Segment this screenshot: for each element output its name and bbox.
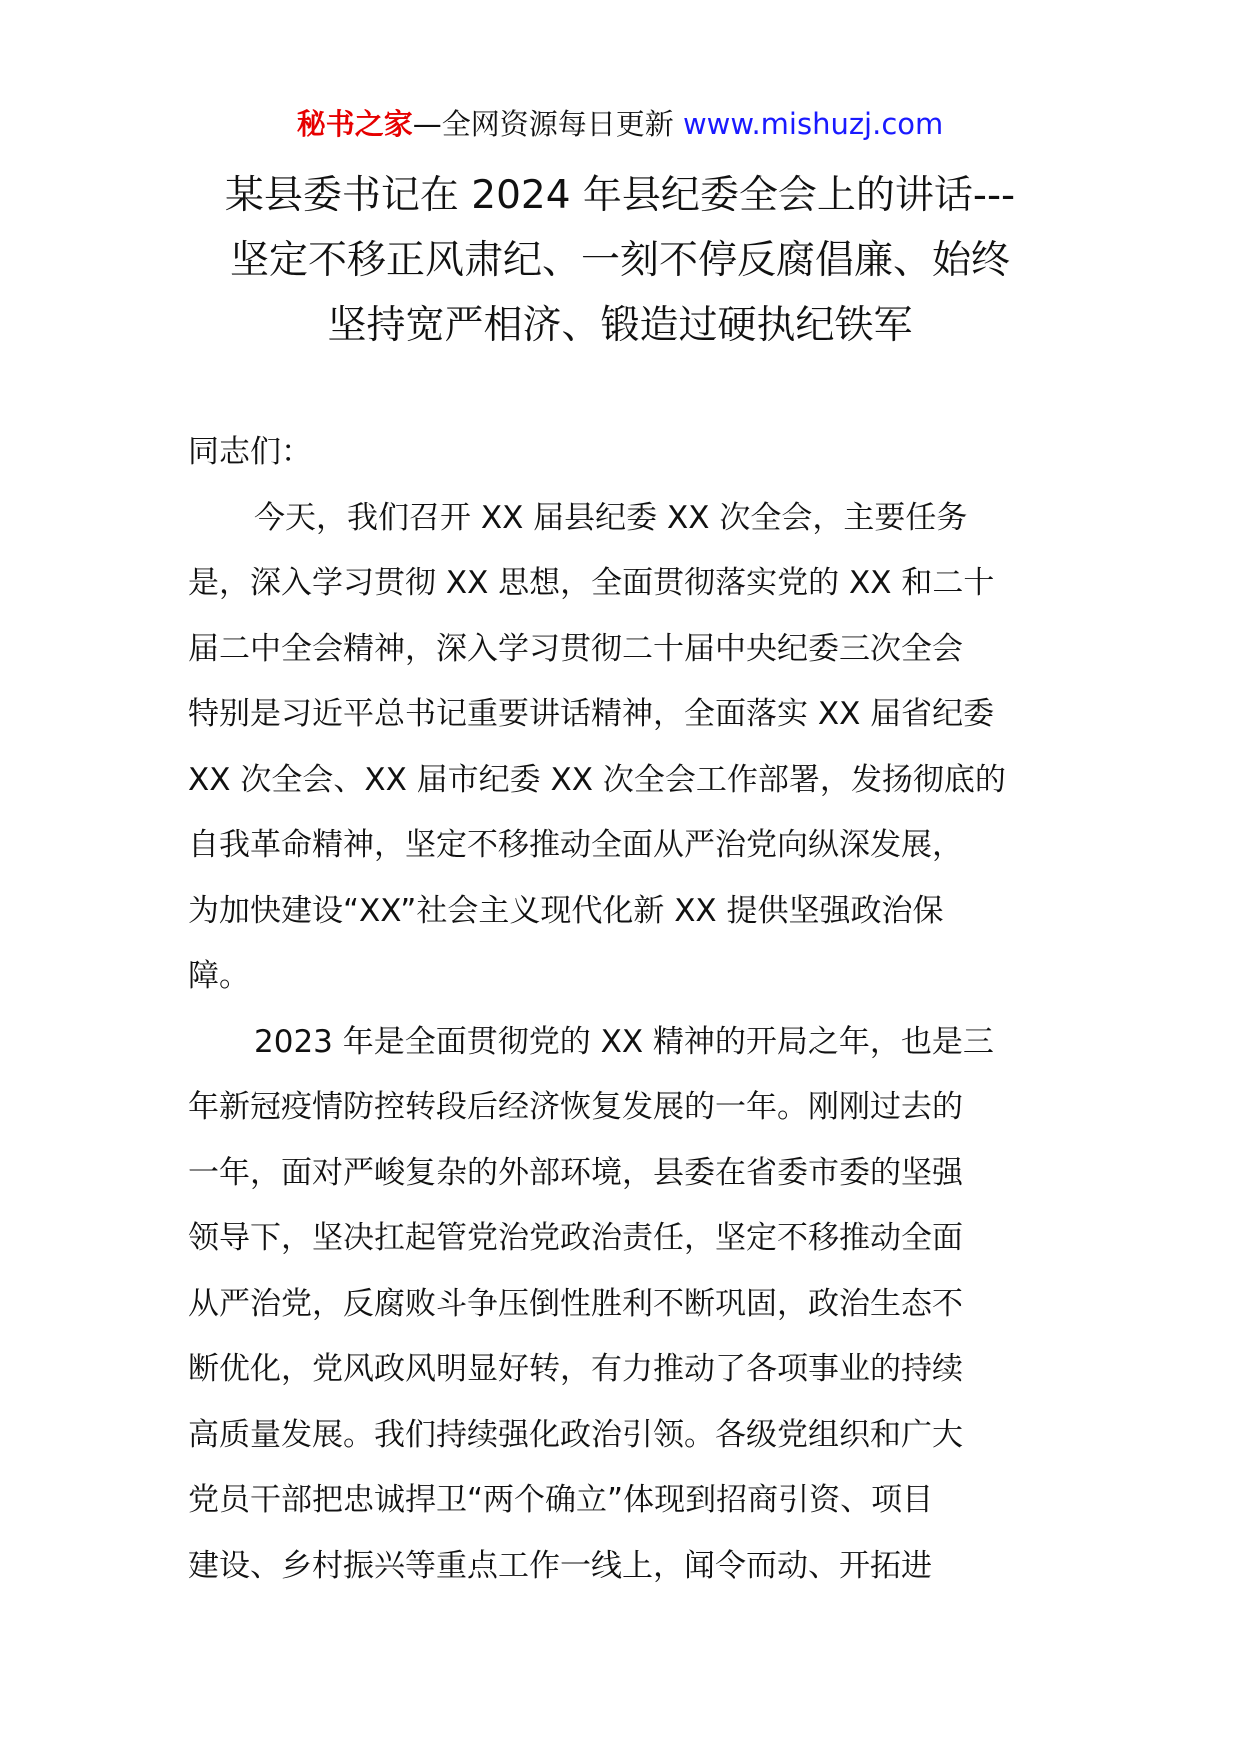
brand-name: 秘书之家 — [296, 107, 413, 141]
title-line: 坚定不移正风肃纪、一刻不停反腐倡廉、始终 — [229, 238, 1010, 283]
paragraph-line: 高质量发展。我们持续强化政治引领。各级党组织和广大 — [188, 1416, 963, 1453]
paragraph-1 — [188, 486, 1058, 1010]
paragraph-line: 今天，我们召开 XX 届县纪委 XX 次全会，主要任务 — [254, 499, 968, 536]
paragraph-line: 断优化，党风政风明显好转，有力推动了各项事业的持续 — [188, 1351, 963, 1387]
title-line: 坚持宽严相济、锻造过硬执纪铁军 — [327, 303, 913, 348]
document-title — [190, 163, 1050, 358]
paragraph-line: 特别是习近平总书记重要讲话精神，全面落实 XX 届省纪委 — [188, 696, 995, 732]
paragraph-line: 障。 — [188, 958, 250, 994]
paragraph-line: 一年，面对严峻复杂的外部环境，县委在省委市委的坚强 — [188, 1154, 963, 1191]
site-url-link[interactable]: www.mishuzj.com — [682, 107, 944, 141]
document-body — [188, 420, 1058, 1599]
paragraph-line: 自我革命精神，坚定不移推动全面从严治党向纵深发展， — [188, 827, 963, 863]
paragraph-line: 从严治党，反腐败斗争压倒性胜利不断巩固，政治生态不 — [188, 1285, 963, 1322]
title-line: 某县委书记在 2024 年县纪委全会上的讲话--- — [224, 173, 1016, 218]
paragraph-line: XX 次全会、XX 届市纪委 XX 次全会工作部署，发扬彻底的 — [188, 761, 1006, 798]
paragraph-line: 党员干部把忠诚捍卫“两个确立”体现到招商引资、项目 — [188, 1482, 934, 1518]
site-slogan: —全网资源每日更新 — [412, 107, 683, 141]
paragraph-line: 2023 年是全面贯彻党的 XX 精神的开局之年，也是三 — [254, 1023, 994, 1060]
paragraph-2 — [188, 1010, 1058, 1600]
paragraph-line: 是，深入学习贯彻 XX 思想，全面贯彻落实党的 XX 和二十 — [188, 565, 995, 601]
paragraph-line: 建设、乡村振兴等重点工作一线上，闻令而动、开拓进 — [188, 1547, 932, 1584]
paragraph-line: 为加快建设“XX”社会主义现代化新 XX 提供坚强政治保 — [188, 892, 944, 929]
paragraph-line: 领导下，坚决扛起管党治党政治责任，坚定不移推动全面 — [188, 1220, 963, 1256]
salutation — [188, 420, 1058, 486]
paragraph-line: 届二中全会精神，深入学习贯彻二十届中央纪委三次全会 — [188, 630, 963, 667]
salutation-text: 同志们： — [188, 434, 312, 470]
paragraph-line: 年新冠疫情防控转段后经济恢复发展的一年。刚刚过去的 — [188, 1089, 963, 1125]
site-header — [0, 100, 1240, 148]
